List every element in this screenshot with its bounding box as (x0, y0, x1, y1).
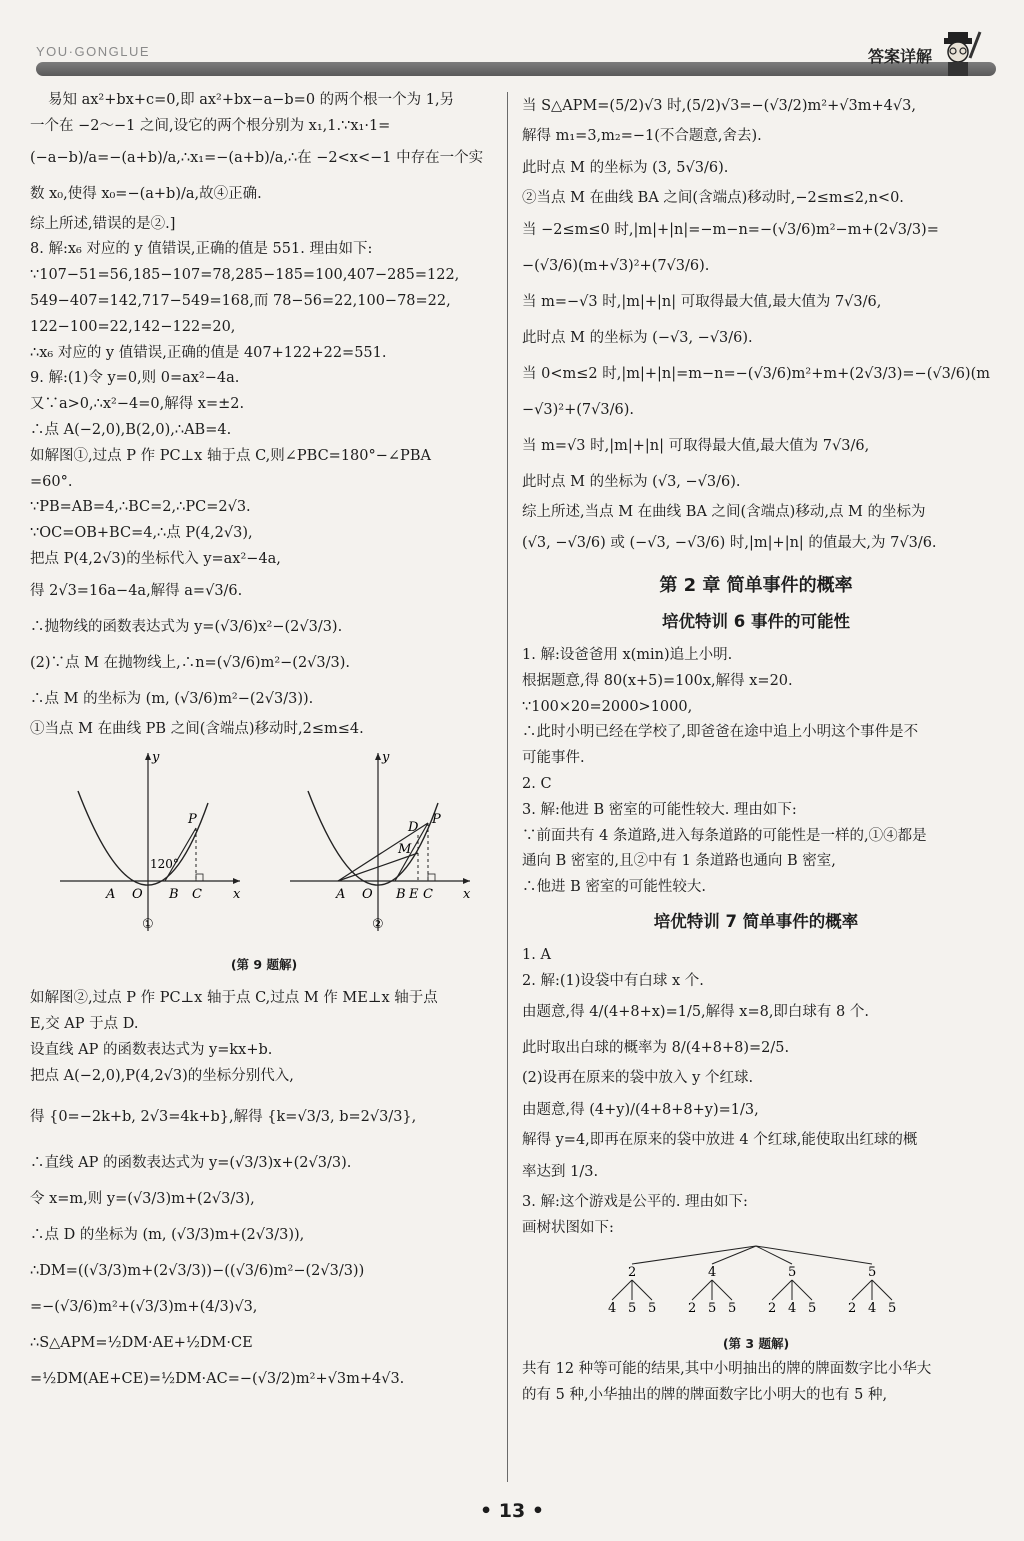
left-column (30, 88, 498, 1397)
text-line: (√3, −√3/6) 或 (−√3, −√3/6) 时,|m|+|n| 的值最大,为 7√3/6. (522, 535, 937, 552)
text-line: 的有 5 种,小华抽出的牌的牌面数字比小明大的也有 5 种, (522, 1386, 888, 1403)
text-line: =−(√3/6)m²+(√3/3)m+(4/3)√3, (30, 1299, 258, 1316)
text-line: 把点 P(4,2√3)的坐标代入 y=ax²−4a, (30, 550, 281, 567)
text-line: 当 −2≤m≤0 时,|m|+|n|=−m−n=−(√3/6)m²−m+(2√3/3)= (522, 221, 939, 238)
text-line: ∴抛物线的函数表达式为 y=(√3/6)x²−(2√3/3). (30, 618, 343, 635)
angle-label: 120° (150, 856, 179, 871)
tree-branch (712, 1280, 732, 1300)
tree-branch (772, 1280, 792, 1300)
tree-leaf: 4 (608, 1300, 617, 1316)
tree-leaf: 5 (708, 1300, 717, 1316)
graph-1-label: ① (142, 916, 154, 932)
subsection-title: 培优特训 6 事件的可能性 (662, 612, 850, 632)
text-line: (2)设再在原来的袋中放入 y 个红球. (522, 1070, 754, 1087)
text-line: 当 m=−√3 时,|m|+|n| 可取得最大值,最大值为 7√3/6, (522, 293, 882, 310)
text-line: 得 2√3=16a−4a,解得 a=√3/6. (30, 582, 243, 599)
text-line: 又∵a>0,∴x²−4=0,解得 x=±2. (30, 396, 245, 413)
text-line: ∴点 A(−2,0),B(2,0),∴AB=4. (30, 421, 232, 438)
point-label-O: O (362, 886, 373, 902)
subsection-title: 培优特训 7 简单事件的概率 (653, 911, 859, 931)
tree-branch (852, 1280, 872, 1300)
text-line: 当 0<m≤2 时,|m|+|n|=m−n=−(√3/6)m²+m+(2√3/3)=−(√3/6)(m (522, 365, 990, 382)
text-line: 根据题意,得 80(x+5)=100x,解得 x=20. (522, 672, 793, 689)
tree-leaf: 2 (848, 1300, 857, 1316)
chapter-title: 第 2 章 简单事件的概率 (659, 575, 853, 597)
axis-label-y: y (382, 749, 390, 765)
tree-branch (692, 1280, 712, 1300)
text-line: ∵OC=OB+BC=4,∴点 P(4,2√3), (30, 525, 253, 542)
point-label-B: B (396, 886, 406, 902)
text-line: ∴DM=((√3/3)m+(2√3/3))−((√3/6)m²−(2√3/3)) (30, 1263, 365, 1280)
right-column (522, 88, 990, 1409)
page-header (0, 0, 1024, 80)
tree-leaf: 5 (648, 1300, 657, 1316)
text-line: 此时点 M 的坐标为 (3, 5√3/6). (522, 159, 729, 176)
point-label-C: C (192, 886, 202, 902)
text-line: ∴S△APM=½DM·AE+½DM·CE (30, 1335, 253, 1352)
text-line: 易知 ax²+bx+c=0,即 ax²+bx−a−b=0 的两个根一个为 1,另 (48, 92, 455, 108)
axis-label-x: x (463, 886, 471, 902)
text-line: 当 S△APM=(5/2)√3 时,(5/2)√3=−(√3/2)m²+√3m+4√3, (522, 98, 916, 114)
graph-2 (290, 750, 471, 932)
tree-leaf: 2 (768, 1300, 777, 1316)
point-label-O: O (132, 886, 143, 902)
header-bar (36, 62, 996, 76)
parabola-figure (30, 743, 498, 943)
text-line: 1. A (522, 946, 551, 963)
text-line: ∴他进 B 密室的可能性较大. (522, 879, 706, 896)
tree-leaf: 2 (688, 1300, 697, 1316)
tree-node: 5 (788, 1264, 797, 1280)
text-line: 如解图①,过点 P 作 PC⊥x 轴于点 C,则∠PBC=180°−∠PBA (30, 447, 431, 464)
text-line: (2)∵点 M 在抛物线上,∴n=(√3/6)m²−(2√3/3). (30, 654, 351, 671)
text-line: ∴直线 AP 的函数表达式为 y=(√3/3)x+(2√3/3). (30, 1155, 352, 1172)
text-line: 解得 y=4,即再在原来的袋中放进 4 个红球,能使取出红球的概 (522, 1132, 918, 1149)
tree-branch (632, 1246, 756, 1264)
text-line: ∴此时小明已经在学校了,即爸爸在途中追上小明这个事件是不 (522, 724, 919, 741)
text-line: −√3)²+(7√3/6). (522, 401, 634, 418)
tree-branch (872, 1280, 892, 1300)
text-line: 由题意,得 (4+y)/(4+8+8+y)=1/3, (522, 1102, 759, 1119)
point-label-P: P (432, 811, 441, 827)
tree-leaf: 5 (628, 1300, 637, 1316)
text-line: 此时点 M 的坐标为 (√3, −√3/6). (522, 473, 741, 490)
text-line: 2. C (522, 775, 552, 792)
text-line: 设直线 AP 的函数表达式为 y=kx+b. (30, 1041, 273, 1058)
text-line: 由题意,得 4/(4+8+x)=1/5,解得 x=8,即白球有 8 个. (522, 1004, 869, 1021)
text-line: 可能事件. (522, 750, 585, 767)
text-line: 解得 m₁=3,m₂=−1(不合题意,舍去). (522, 128, 762, 144)
tree-node: 4 (708, 1264, 717, 1280)
text-line: 9. 解:(1)令 y=0,则 0=ax²−4a. (30, 370, 240, 387)
axis-label-y: y (152, 749, 160, 765)
tree-leaf: 5 (888, 1300, 897, 1316)
text-line: 数 x₀,使得 x₀=−(a+b)/a,故④正确. (30, 185, 262, 202)
text-line: 549−407=142,717−549=168,而 78−56=22,100−78=22, (30, 292, 451, 309)
text-line: 通向 B 密室的,且②中有 1 条道路也通向 B 密室, (522, 853, 836, 870)
text-line: ∵PB=AB=4,∴BC=2,∴PC=2√3. (30, 499, 251, 516)
text-line: 画树状图如下: (522, 1219, 614, 1236)
section-title: 答案详解 (867, 47, 932, 66)
text-line: ∵前面共有 4 条道路,进入每条道路的可能性是一样的,①④都是 (522, 827, 927, 844)
text-line: 2. 解:(1)设袋中有白球 x 个. (522, 972, 704, 989)
text-line: 综上所述,当点 M 在曲线 BA 之间(含端点)移动,点 M 的坐标为 (522, 503, 926, 520)
text-line: (−a−b)/a=−(a+b)/a,∴x₁=−(a+b)/a,∴在 −2<x<−1 中存在一个实 (30, 149, 484, 166)
point-label-M: M (398, 841, 412, 857)
point-label-P: P (188, 811, 197, 827)
text-line: 当 m=√3 时,|m|+|n| 可取得最大值,最大值为 7√3/6, (522, 437, 870, 454)
column-divider (507, 92, 508, 1482)
tree-leaf: 5 (728, 1300, 737, 1316)
point-label-D: D (408, 819, 419, 835)
tree-node: 2 (628, 1264, 637, 1280)
text-line: 把点 A(−2,0),P(4,2√3)的坐标分别代入, (30, 1067, 294, 1084)
point-label-E: E (409, 886, 419, 902)
tree-leaf: 4 (868, 1300, 877, 1316)
text-line: 此时点 M 的坐标为 (−√3, −√3/6). (522, 329, 753, 346)
tree-node: 5 (868, 1264, 877, 1280)
text-line: ∵100×20=2000>1000, (522, 698, 693, 715)
graph-1 (60, 750, 241, 932)
mascot-icon (938, 28, 982, 78)
text-line: ∴点 D 的坐标为 (m, (√3/3)m+(2√3/3)), (30, 1227, 305, 1244)
text-line: ∴x₆ 对应的 y 值错误,正确的值是 407+122+22=551. (30, 344, 387, 361)
text-line: ②当点 M 在曲线 BA 之间(含端点)移动时,−2≤m≤2,n<0. (522, 189, 904, 206)
text-line: 共有 12 种等可能的结果,其中小明抽出的牌的牌面数字比小华大 (522, 1361, 932, 1378)
text-line: 122−100=22,142−122=20, (30, 318, 236, 335)
text-line: 3. 解:这个游戏是公平的. 理由如下: (522, 1193, 748, 1210)
figure-caption: (第 9 题解) (230, 957, 298, 973)
tree-branch (612, 1280, 632, 1300)
tree-caption: (第 3 题解) (722, 1336, 790, 1352)
text-line: 此时取出白球的概率为 8/(4+8+8)=2/5. (522, 1040, 790, 1057)
text-line: 令 x=m,则 y=(√3/3)m+(2√3/3), (30, 1191, 255, 1208)
text-line: 率达到 1/3. (522, 1163, 599, 1180)
point-label-B: B (169, 886, 179, 902)
text-line: =½DM(AE+CE)=½DM·AC=−(√3/2)m²+√3m+4√3. (30, 1371, 405, 1388)
text-line: ∴点 M 的坐标为 (m, (√3/6)m²−(2√3/3)). (30, 690, 314, 707)
text-line: =60°. (30, 473, 73, 490)
text-line: 一个在 −2～−1 之间,设它的两个根分别为 x₁,1.∵x₁·1= (30, 117, 391, 134)
page-number: • 13 • (480, 1500, 544, 1522)
text-line: 得 {0=−2k+b, 2√3=4k+b},解得 {k=√3/3, b=2√3/3}, (30, 1109, 417, 1126)
point-label-A: A (106, 886, 116, 902)
tree-diagram (522, 1242, 990, 1322)
text-line: 如解图②,过点 P 作 PC⊥x 轴于点 C,过点 M 作 ME⊥x 轴于点 (30, 990, 438, 1007)
tree-leaf: 4 (788, 1300, 797, 1316)
text-line: 综上所述,错误的是②.] (30, 215, 176, 232)
tree-leaf: 5 (808, 1300, 817, 1316)
text-line: 1. 解:设爸爸用 x(min)追上小明. (522, 646, 733, 663)
graph-2-label: ② (372, 916, 384, 932)
text-line: 3. 解:他进 B 密室的可能性较大. 理由如下: (522, 801, 797, 818)
point-label-A: A (336, 886, 346, 902)
text-line: ∵107−51=56,185−107=78,285−185=100,407−285=122, (30, 267, 460, 284)
text-line: 8. 解:x₆ 对应的 y 值错误,正确的值是 551. 理由如下: (30, 241, 373, 258)
text-line: ①当点 M 在曲线 PB 之间(含端点)移动时,2≤m≤4. (30, 720, 364, 737)
tree-branch (792, 1280, 812, 1300)
tree-branch (632, 1280, 652, 1300)
point-label-C: C (423, 886, 433, 902)
text-line: E,交 AP 于点 D. (30, 1015, 139, 1032)
brand-label: YOU·GONGLUE (36, 44, 151, 59)
text-line: −(√3/6)(m+√3)²+(7√3/6). (522, 257, 710, 274)
axis-label-x: x (233, 886, 241, 902)
